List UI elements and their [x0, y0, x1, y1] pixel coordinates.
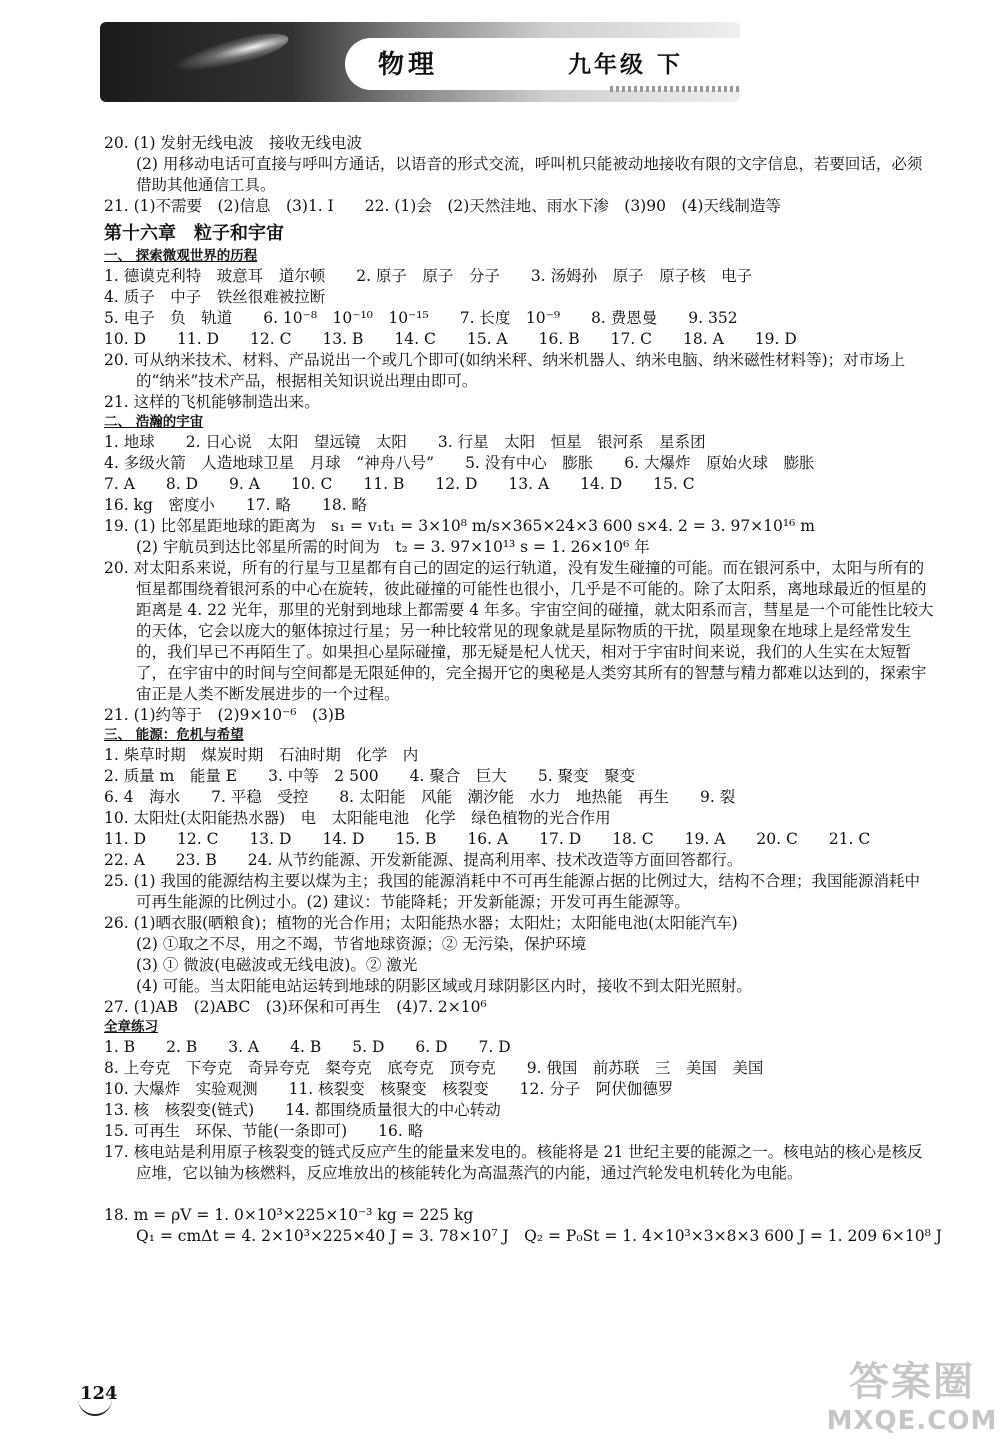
section-heading: 一、 探索微观世界的历程: [104, 248, 258, 264]
answer-line: 15. 可再生 环保、节能(一条即可) 16. 略: [104, 1122, 424, 1140]
watermark-text: 答案圈: [849, 1359, 975, 1405]
section-heading: 二、 浩瀚的宇宙: [104, 414, 204, 430]
page-header: [0, 0, 1000, 115]
answer-content: [104, 133, 942, 1247]
answer-line: 4. 多级火箭 人造地球卫星 月球 “神舟八号” 5. 没有中心 膨胀 6. 大爆炸 原始火球 膨胀: [104, 454, 815, 472]
answer-line: 1. 柴草时期 煤炭时期 石油时期 化学 内: [104, 746, 419, 764]
section-heading: 全章练习: [104, 1019, 158, 1035]
answer-line: 21. (1)约等于 (2)9×10⁻⁶ (3)B: [104, 706, 346, 724]
answer-line: (2) 宇航员到达比邻星所需的时间为 t₂ = 3. 97×10¹³ s = 1. 26×10⁶ 年: [136, 538, 650, 556]
answer-line: 10. D 11. D 12. C 13. B 14. C 15. A 16. B 17. C 18. A 19. D: [104, 330, 797, 348]
page-number-arc: [78, 1390, 112, 1416]
header-subject: 物理: [378, 50, 439, 80]
answer-line: (2) ①取之不尽，用之不竭，节省地球资源；② 无污染，保护环境: [136, 935, 587, 953]
chapter-title: 第十六章 粒子和宇宙: [104, 223, 284, 244]
answer-line: 1. 地球 2. 日心说 太阳 望远镜 太阳 3. 行星 太阳 恒星 银河系 星系团: [104, 433, 706, 451]
answer-line: 16. kg 密度小 17. 略 18. 略: [104, 496, 368, 514]
answer-line: 7. A 8. D 9. A 10. C 11. B 12. D 13. A 14. D 15. C: [104, 475, 695, 493]
answer-line: 2. 质量 m 能量 E 3. 中等 2 500 4. 聚合 巨大 5. 聚变 聚变: [104, 767, 636, 785]
answer-line: 10. 太阳灶(太阳能热水器) 电 太阳能电池 化学 绿色植物的光合作用: [104, 809, 611, 827]
answer-line: 1. B 2. B 3. A 4. B 5. D 6. D 7. D: [104, 1038, 511, 1056]
header-grade: 九年级 下: [568, 51, 684, 78]
answer-line: Q₁ = cmΔt = 4. 2×10³×225×40 J = 3. 78×10⁷ J Q₂ = P₀St = 1. 4×10³×3×8×3 600 J = 1. 209 6×10⁸ J: [136, 1227, 942, 1245]
answer-line: 13. 核 核裂变(链式) 14. 都围绕质量很大的中心转动: [104, 1101, 501, 1119]
watermark-url: MXQE.COM: [826, 1406, 998, 1436]
answer-line: 20. 可从纳米技术、材料、产品说出一个或几个即可(如纳米秤、纳米机器人、纳米电脑、纳米磁性材料等)；对市场上的“纳米”技术产品，根据相关知识说出理由即可。: [104, 351, 906, 390]
answer-line: 20. 对太阳系来说，所有的行星与卫星都有自己的固定的运行轨道，没有发生碰撞的可能。而在银河系中，太阳与所有的恒星都围绕着银河系的中心在旋转，彼此碰撞的可能性也很小，几乎是不可能的。除了太阳系，离地球最近的恒星的距离是 4. 22 光年，那里的光射到地球上都需要 4 年多。宇宙空间的碰撞，就太阳系而言，彗星是一个可能性比较大的天体，它会以庞大的躯体掠过行星；另一种比较常见的现象就是星际物质的干扰，陨星现象在地球上是经常发生的，我们早已不再陌生了。如果担心星际碰撞，那无疑是杞人忧天，相对于宇宙时间来说，我们的人生实在太短暂了，在宇宙中的时间与空间都是无限延伸的，完全揭开它的奥秘是人类穷其所有的智慧与精力都难以达到的，探索宇宙正是人类不断发展进步的一个过程。: [104, 559, 934, 703]
answer-line: 6. 4 海水 7. 平稳 受控 8. 太阳能 风能 潮汐能 水力 地热能 再生 9. 裂: [104, 788, 736, 806]
answer-line: (4) 可能。当太阳能电站运转到地球的阴影区域或月球阴影区内时，接收不到太阳光照射。: [136, 977, 752, 995]
answer-line: 8. 上夸克 下夸克 奇异夸克 粲夸克 底夸克 顶夸克 9. 俄国 前苏联 三 美国 美国: [104, 1059, 764, 1077]
answer-line: 17. 核电站是利用原子核裂变的链式反应产生的能量来发电的。核能将是 21 世纪主要的能源之一。核电站的核心是核反应堆，它以铀为核燃料，反应堆放出的核能转化为高温蒸汽的内能，通过汽轮发电机转化为电能。: [104, 1143, 923, 1182]
answer-line: 5. 电子 负 轨道 6. 10⁻⁸ 10⁻¹⁰ 10⁻¹⁵ 7. 长度 10⁻⁹ 8. 费恩曼 9. 352: [104, 309, 738, 327]
answer-line: (2) 用移动电话可直接与呼叫方通话，以语音的形式交流，呼叫机只能被动地接收有限的文字信息，若要回话，必须借助其他通信工具。: [136, 155, 923, 194]
answer-line: 11. D 12. C 13. D 14. D 15. B 16. A 17. D 18. C 19. A 20. C 21. C: [104, 830, 871, 848]
answer-line: 4. 质子 中子 铁丝很难被拉断: [104, 288, 326, 306]
answer-line: 22. A 23. B 24. 从节约能源、开发新能源、提高利用率、技术改造等方面回答都行。: [104, 851, 743, 869]
answer-line: 18. m = ρV = 1. 0×10³×225×10⁻³ kg = 225 kg: [104, 1206, 474, 1224]
answer-line: 20. (1) 发射无线电波 接收无线电波: [104, 134, 362, 152]
answer-line: 26. (1)晒衣服(晒粮食)；植物的光合作用；太阳能热水器；太阳灶；太阳能电池(太阳能汽车): [104, 914, 738, 932]
answer-line: 25. (1) 我国的能源结构主要以煤为主；我国的能源消耗中不可再生能源占据的比例过大，结构不合理；我国能源消耗中可再生能源的比例过小。(2) 建议：节能降耗；开发新能源；开发可再生能源等。: [104, 872, 920, 911]
answer-line: 21. (1)不需要 (2)信息 (3)1. I 22. (1)会 (2)天然洼地、雨水下渗 (3)90 (4)天线制造等: [104, 197, 781, 215]
answer-line: (3) ① 微波(电磁波或无线电波)。② 激光: [136, 956, 418, 974]
watermark-logo: [822, 1358, 1000, 1444]
answer-line: 19. (1) 比邻星距地球的距离为 s₁ = v₁t₁ = 3×10⁸ m/s×365×24×3 600 s×4. 2 = 3. 97×10¹⁶ m: [104, 517, 815, 535]
answer-line: 27. (1)AB (2)ABC (3)环保和可再生 (4)7. 2×10⁶: [104, 998, 487, 1016]
section-heading: 三、 能源：危机与希望: [104, 727, 244, 743]
header-decoration: [610, 86, 740, 92]
answer-line: 1. 德谟克利特 玻意耳 道尔顿 2. 原子 原子 分子 3. 汤姆孙 原子 原子核 电子: [104, 267, 753, 285]
answer-line: 10. 大爆炸 实验观测 11. 核裂变 核聚变 核裂变 12. 分子 阿伏伽德罗: [104, 1080, 674, 1098]
answer-line: 21. 这样的飞机能够制造出来。: [104, 393, 320, 411]
page-number: 124: [80, 1383, 118, 1404]
